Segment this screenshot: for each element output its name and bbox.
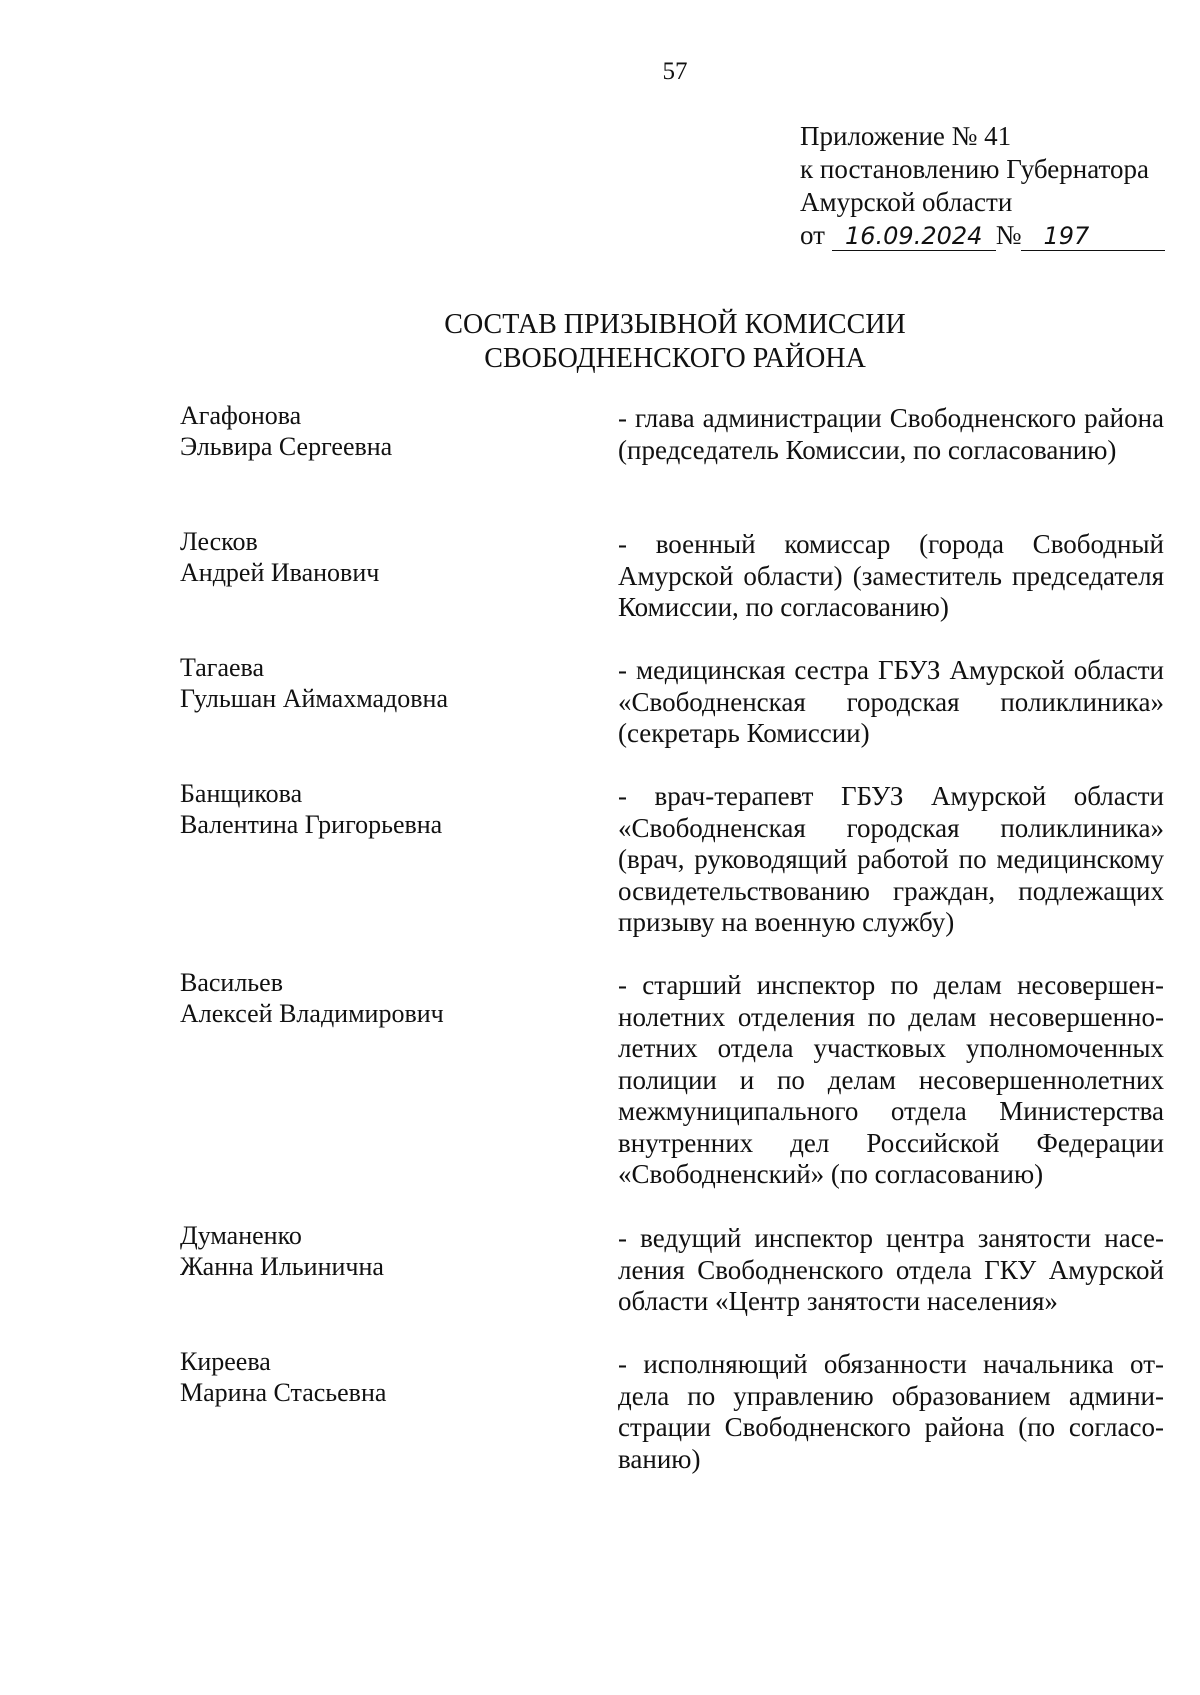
member-given-name: Алексей Владимирович [180, 999, 444, 1028]
appendix-line-3: Амурской области [800, 187, 1013, 217]
member-role: - старший инспектор по делам несовершеннолетних отделения по делам несовершеннолетних отдела участковых уполномоченных полиции и по делам несовершеннолетних межмуниципального отдела Министерства внутренних дел Российской Федерации «Свободненский» (по согласованию) [618, 970, 1164, 1189]
member-role: - врач-терапевт ГБУЗ Амурской области «Свободненская городская поликлиника» (врач, руководящий работой по медицинскому освидетельствованию граждан, подлежащих призыву на военную службу) [618, 781, 1164, 937]
member-role: - исполняющий обязанности начальника отдела по управлению образованием администрации Свободненского района (по согласованию) [618, 1349, 1164, 1474]
title-line-2: СВОБОДНЕНСКОГО РАЙОНА [484, 343, 866, 374]
appendix-block [800, 120, 1165, 252]
member-surname: Киреева [180, 1347, 271, 1376]
member-name [180, 1220, 384, 1282]
member-name [180, 778, 442, 840]
member-given-name: Жанна Ильинична [180, 1252, 384, 1281]
member-name [180, 526, 379, 588]
member-surname: Агафонова [180, 401, 302, 430]
member-surname: Думаненко [180, 1221, 302, 1250]
document-title [0, 308, 1200, 376]
member-surname: Тагаева [180, 653, 264, 682]
handwritten-number: 197 [1021, 222, 1165, 251]
member-name [180, 1346, 386, 1408]
appendix-date-line [800, 219, 1165, 252]
member-given-name: Андрей Иванович [180, 558, 380, 587]
member-name [180, 400, 392, 462]
member-surname: Лесков [180, 527, 258, 556]
appendix-line-1: Приложение № 41 [800, 121, 1012, 151]
member-role: - медицинская сестра ГБУЗ Амурской области «Свободненская городская поликлиника» (секретарь Комиссии) [618, 655, 1164, 748]
appendix-line-2: к постановлению Губернатора [800, 154, 1149, 184]
member-role: - ведущий инспектор центра занятости населения Свободненского отдела ГКУ Амурской области «Центр занятости населения» [618, 1223, 1164, 1316]
member-given-name: Марина Стасьевна [180, 1378, 387, 1407]
member-role: - военный комиссар (города Свободный Амурской области) (заместитель председателя Комиссии, по согласованию) [618, 529, 1164, 622]
member-role: - глава администрации Свободненского района (председатель Комиссии, по согласованию) [618, 403, 1164, 465]
member-surname: Банщикова [180, 779, 303, 808]
member-name [180, 652, 448, 714]
member-name [180, 967, 444, 1029]
handwritten-date: 16.09.2024 [832, 222, 996, 251]
title-line-1: СОСТАВ ПРИЗЫВНОЙ КОМИССИИ [444, 309, 906, 340]
number-sign: № [995, 220, 1022, 250]
member-given-name: Гульшан Аймахмадовна [180, 684, 448, 713]
member-given-name: Эльвира Сергеевна [180, 432, 393, 461]
page-number: 57 [662, 58, 688, 85]
from-prefix: от [800, 220, 825, 250]
member-given-name: Валентина Григорьевна [180, 810, 443, 839]
member-surname: Васильев [180, 968, 283, 997]
